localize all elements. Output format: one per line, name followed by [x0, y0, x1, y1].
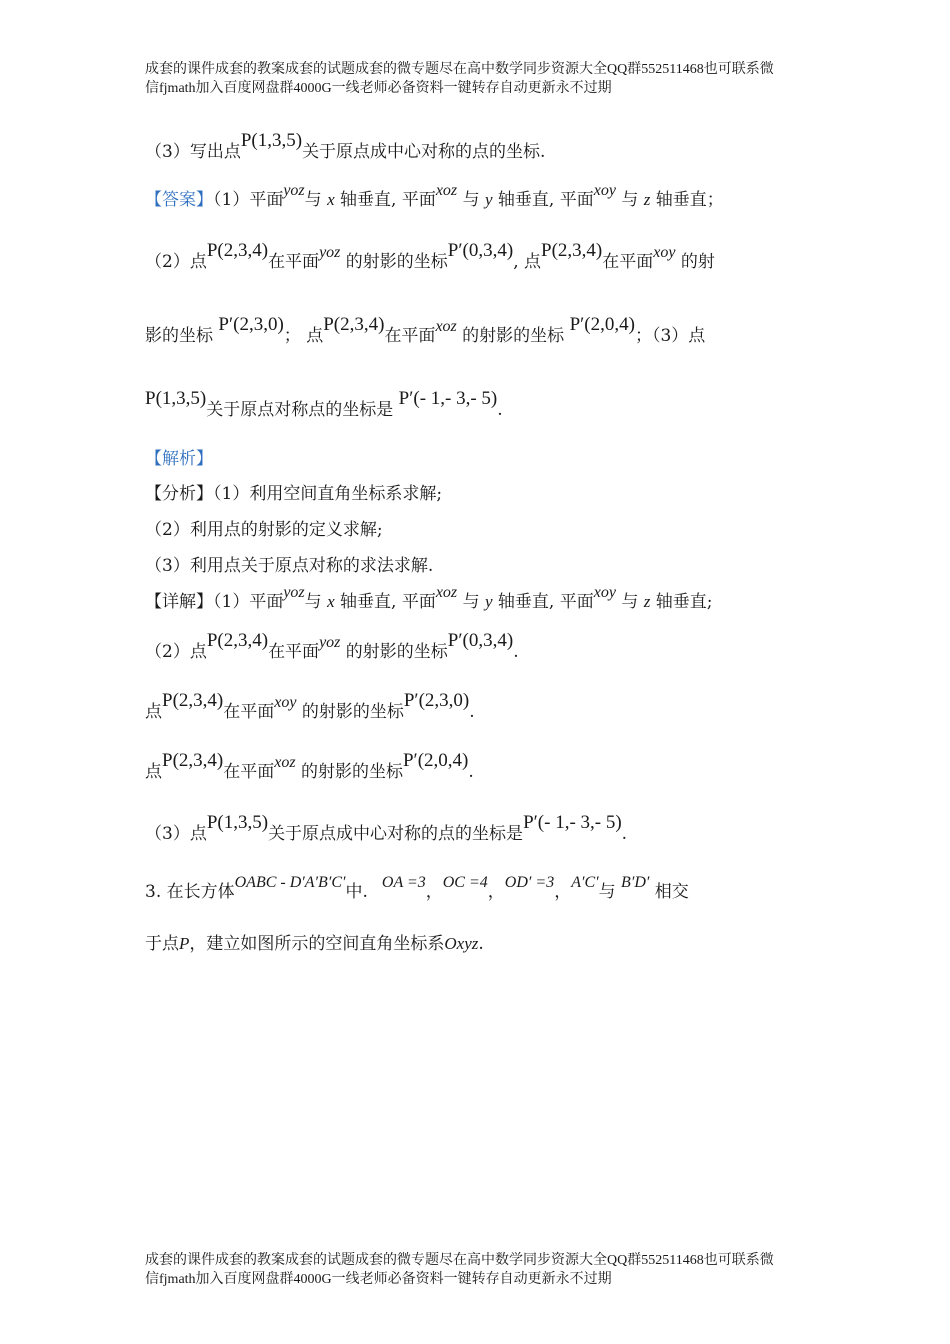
fenxi-line-1	[145, 482, 810, 506]
footer-ad-line-1: 成套的课件成套的教案成套的试题成套的微专题尽在高中数学同步资源大全QQ群552511468也可联系微	[145, 1253, 774, 1268]
plane: xoz	[435, 584, 458, 601]
point-p: P	[179, 934, 190, 953]
question-3-suffix: 关于原点成中心对称的点的坐标.	[302, 142, 546, 162]
text: ；（3）点	[634, 326, 706, 346]
text: 与	[304, 190, 322, 210]
answer-line-4	[145, 388, 810, 422]
text: 轴垂直;	[655, 592, 713, 612]
comma: ，	[487, 882, 505, 902]
text: （3）点	[145, 824, 207, 844]
text: .	[468, 762, 474, 782]
projection-point: P′(0,3,4)	[447, 240, 514, 261]
point: P(2,3,4)	[206, 630, 269, 651]
question-3-prefix: （3）写出点	[145, 142, 241, 162]
detail-line-5	[145, 812, 810, 846]
text: 与	[621, 592, 639, 612]
detail-line-4	[145, 750, 810, 785]
footer-ad-line-2: 信fjmath加入百度网盘群4000G一线老师必备资料一键转存自动更新永不过期	[145, 1272, 612, 1287]
problem-3-line-1	[145, 874, 810, 905]
plane: xoy	[653, 244, 676, 261]
text: 影的坐标	[145, 326, 213, 346]
text: 轴垂直, 平面	[497, 190, 594, 210]
plane: xoz	[274, 754, 296, 771]
text: （3）利用点关于原点对称的求法求解.	[145, 556, 434, 576]
axis: y	[484, 592, 493, 611]
text: .	[469, 702, 475, 722]
header-ad-line-1: 成套的课件成套的教案成套的试题成套的微专题尽在高中数学同步资源大全QQ群552511468也可联系微	[145, 62, 774, 77]
condition-oa: OA =3	[381, 874, 426, 891]
text: 关于原点成中心对称的点的坐标是	[268, 824, 524, 844]
text: 点	[145, 762, 162, 782]
text: （2）点	[145, 252, 207, 272]
text: 的射影的坐标	[345, 252, 448, 272]
text: 在平面	[223, 762, 275, 782]
plane: xoz	[435, 318, 457, 335]
text: 中.	[345, 882, 368, 902]
text: 的射影的坐标	[300, 762, 403, 782]
text: 与	[304, 592, 322, 612]
text: 与	[621, 190, 639, 210]
symmetric-point: P′(- 1,- 3,- 5)	[523, 812, 622, 833]
text: （1）平面	[213, 190, 284, 210]
point: P(2,3,4)	[541, 240, 603, 261]
point: P(2,3,4)	[323, 314, 385, 335]
text: .	[621, 824, 628, 844]
analysis-label-line	[145, 447, 810, 471]
plane-xoy: xoy	[593, 182, 616, 199]
answer-label: 【答案】	[145, 190, 213, 210]
text: 的射	[680, 252, 715, 272]
point: P(1,3,5)	[206, 812, 269, 833]
plane: yoz	[319, 244, 341, 261]
detail-line-1	[145, 584, 810, 615]
point: P(2,3,4)	[162, 750, 224, 771]
point-p-135: P(1,3,5)	[240, 130, 303, 151]
text: ； 点	[283, 326, 324, 346]
plane: xoy	[593, 584, 616, 601]
projection-point: P′(2,3,0)	[218, 314, 284, 335]
axis: x	[327, 592, 335, 611]
projection-point: P′(0,3,4)	[447, 630, 514, 651]
axis-z: z	[643, 190, 651, 209]
projection-point: P′(2,0,4)	[569, 314, 635, 335]
text: 在平面	[268, 252, 320, 272]
comma: ，	[425, 882, 443, 902]
text: .	[478, 934, 484, 954]
fenxi-label: 【分析】	[145, 484, 213, 504]
text: 在平面	[268, 642, 320, 662]
text: 轴垂直, 平面	[340, 190, 436, 210]
cuboid-name: OABC - D′A′B′C′	[234, 874, 346, 891]
axis: z	[643, 592, 651, 611]
text: ，建立如图所示的空间直角坐标系	[189, 934, 445, 954]
symmetric-point: P′(- 1,- 3,- 5)	[398, 388, 498, 409]
text: （2）利用点的射影的定义求解;	[145, 520, 383, 540]
text: 点	[145, 702, 162, 722]
text: 与	[462, 190, 480, 210]
text: .	[513, 642, 519, 662]
point: P(1,3,5)	[145, 388, 207, 409]
text: 的射影的坐标	[345, 642, 448, 662]
answer-line-2	[145, 240, 810, 275]
detail-line-2	[145, 630, 810, 665]
fenxi-line-3	[145, 554, 810, 578]
answer-line-1	[145, 182, 810, 213]
problem-3-line-2	[145, 932, 810, 956]
text: 与	[598, 882, 616, 902]
plane: yoz	[283, 584, 305, 601]
text: 的射影的坐标	[301, 702, 404, 722]
text: 轴垂直, 平面	[497, 592, 594, 612]
projection-point: P′(2,3,0)	[403, 690, 470, 711]
text: 的射影的坐标	[462, 326, 565, 346]
axis-x: x	[327, 190, 335, 209]
coordinate-system: Oxyz	[444, 934, 479, 953]
text: 在平面	[223, 702, 275, 722]
answer-line-3	[145, 314, 810, 349]
header-ad-line-2: 信fjmath加入百度网盘群4000G一线老师必备资料一键转存自动更新永不过期	[145, 81, 612, 96]
plane-yoz: yoz	[283, 182, 305, 199]
segment-bd: B′D′	[621, 874, 650, 891]
text: （1）平面	[213, 592, 284, 612]
plane-xoz: xoz	[435, 182, 458, 199]
condition-od: OD′ =3	[504, 874, 555, 891]
plane: yoz	[319, 634, 341, 651]
text: 与	[462, 592, 480, 612]
detail-line-3	[145, 690, 810, 725]
fenxi-line-2	[145, 518, 810, 542]
segment-ac: A′C′	[571, 874, 599, 891]
question-3-line	[145, 130, 810, 164]
text: 相交	[654, 882, 689, 902]
detail-label: 【详解】	[145, 592, 213, 612]
projection-point: P′(2,0,4)	[402, 750, 469, 771]
point: P(2,3,4)	[206, 240, 269, 261]
text: 3. 在长方体	[145, 882, 235, 902]
text: （2）点	[145, 642, 207, 662]
text: 轴垂直, 平面	[340, 592, 436, 612]
text: 在平面	[384, 326, 436, 346]
analysis-label: 【解析】	[145, 449, 213, 469]
text: .	[497, 400, 503, 420]
text: 在平面	[602, 252, 654, 272]
text: 轴垂直；	[655, 190, 724, 210]
axis-y: y	[484, 190, 493, 209]
text: 关于原点对称点的坐标是	[206, 400, 394, 420]
plane: xoy	[274, 694, 297, 711]
point: P(2,3,4)	[162, 690, 224, 711]
text: , 点	[513, 252, 541, 272]
condition-oc: OC =4	[442, 874, 488, 891]
text: 于点	[145, 934, 179, 954]
text: （1）利用空间直角坐标系求解;	[213, 484, 443, 504]
comma: ，	[554, 882, 572, 902]
